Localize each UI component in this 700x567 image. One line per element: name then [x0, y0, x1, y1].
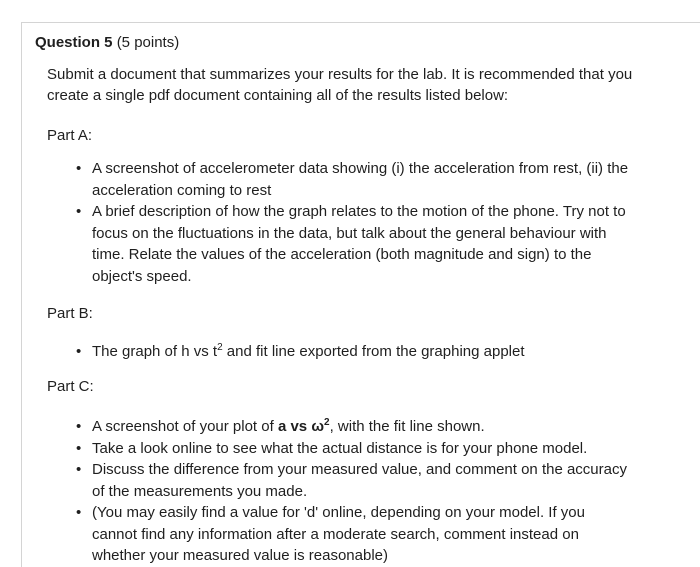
- part-b-list: [74, 341, 634, 363]
- list-item: • The graph of h vs $t^2$ and fit line exported from the graphing applet: [74, 341, 634, 363]
- bullet-icon: •: [76, 160, 82, 177]
- question-points: (5 points): [116, 34, 180, 51]
- part-b-label: Part B:: [47, 305, 93, 322]
- bullet-icon: •: [76, 203, 82, 220]
- list-item: • Discuss the difference from your measured value, and comment on the accuracy of the measurements you made.: [76, 461, 627, 500]
- list-item: • A screenshot of your plot of a vs $\omega^2$, with the fit line shown.: [74, 416, 634, 438]
- bullet-icon: •: [76, 504, 82, 521]
- part-a-list: [74, 158, 634, 287]
- bullet-icon: •: [76, 439, 82, 457]
- bullet-icon: •: [76, 418, 82, 435]
- list-item: • A screenshot of accelerometer data showing (i) the acceleration from rest, (ii) the acceleration coming to rest: [76, 160, 629, 199]
- instructions-text: Submit a document that summarizes your results for the lab. It is recommended that you create a single pdf document containing all of the results listed below:: [47, 66, 633, 104]
- part-c-label: Part C:: [47, 378, 94, 395]
- part-a-label: Part A:: [47, 127, 93, 144]
- list-item: • A brief description of how the graph relates to the motion of the phone. Try not to focus on the fluctuations in the data, but talk about the general behaviour with time. Relate the values of the acceleration (both magnitude and sign) to the object's speed.: [76, 203, 626, 285]
- list-item: • (You may easily find a value for 'd' online, depending on your model. If you cannot find any information after a moderate search, comment instead on whether your measured value is reasonable): [76, 504, 585, 564]
- list-item: • Take a look online to see what the actual distance is for your phone model.: [74, 438, 634, 460]
- question-number: Question 5: [35, 34, 113, 51]
- bullet-icon: •: [76, 343, 82, 360]
- question-title: [35, 33, 179, 53]
- bullet-icon: •: [76, 461, 82, 478]
- part-c-list: [74, 416, 634, 567]
